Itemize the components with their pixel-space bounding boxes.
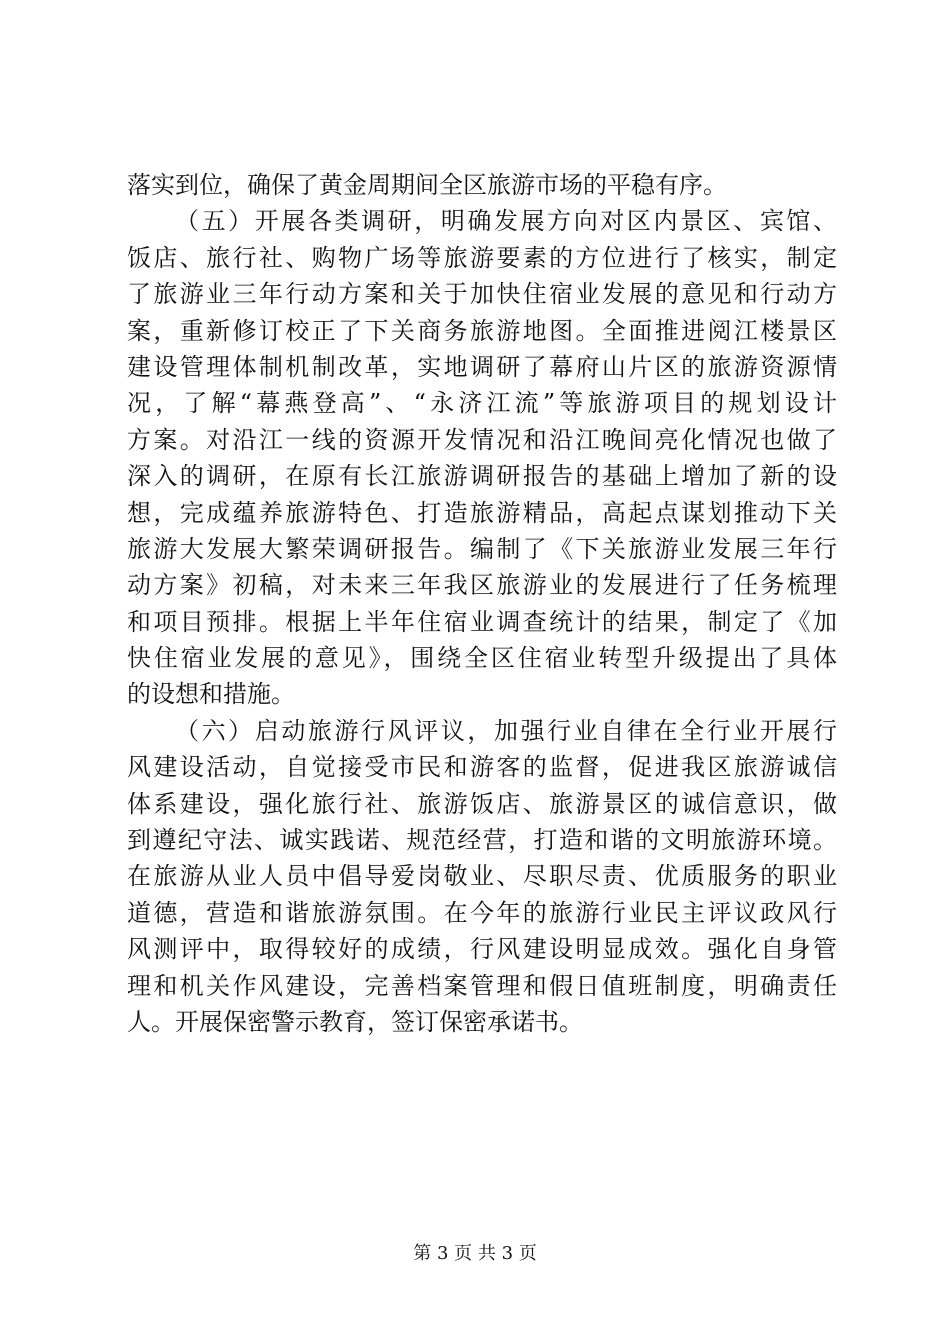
text-line: 人。开展保密警示教育，签订保密承诺书。 bbox=[127, 1007, 583, 1036]
text-line: 快住宿业发展的意见》，围绕全区住宿业转型升级提出了具体 bbox=[127, 644, 837, 673]
text-line: 了旅游业三年行动方案和关于加快住宿业发展的意见和行动方 bbox=[127, 280, 837, 309]
text-line: 在旅游从业人员中倡导爱岗敬业、尽职尽责、优质服务的职业 bbox=[127, 862, 837, 891]
text-line-paragraph-6-start: （六）启动旅游行风评议，加强行业自律在全行业开展行 bbox=[175, 716, 837, 745]
page-number-footer: 第 3 页 共 3 页 bbox=[413, 1243, 537, 1264]
text-line: 到遵纪守法、诚实践诺、规范经营，打造和谐的文明旅游环境。 bbox=[127, 826, 837, 855]
text-line: 建设管理体制机制改革，实地调研了幕府山片区的旅游资源情 bbox=[127, 352, 837, 381]
text-line: 饭店、旅行社、购物广场等旅游要素的方位进行了核实，制定 bbox=[127, 243, 837, 272]
text-line: 旅游大发展大繁荣调研报告。编制了《下关旅游业发展三年行 bbox=[127, 534, 837, 563]
text-line: 体系建设，强化旅行社、旅游饭店、旅游景区的诚信意识，做 bbox=[127, 789, 837, 818]
text-line: 风建设活动，自觉接受市民和游客的监督，促进我区旅游诚信 bbox=[127, 753, 837, 782]
text-line: 落实到位，确保了黄金周期间全区旅游市场的平稳有序。 bbox=[127, 171, 727, 199]
text-line: 况，了解“幕燕登高”、“永济江流”等旅游项目的规划设计 bbox=[127, 389, 837, 418]
text-line: 深入的调研，在原有长江旅游调研报告的基础上增加了新的设 bbox=[127, 462, 837, 491]
document-body bbox=[127, 167, 837, 1040]
text-line: 的设想和措施。 bbox=[127, 680, 295, 709]
text-line: 道德，营造和谐旅游氛围。在今年的旅游行业民主评议政风行 bbox=[127, 898, 837, 927]
text-line: 动方案》初稿，对未来三年我区旅游业的发展进行了任务梳理 bbox=[127, 571, 837, 600]
text-line: 案，重新修订校正了下关商务旅游地图。全面推进阅江楼景区 bbox=[127, 316, 837, 345]
text-line: 方案。对沿江一线的资源开发情况和沿江晚间亮化情况也做了 bbox=[127, 425, 837, 454]
text-line: 风测评中，取得较好的成绩，行风建设明显成效。强化自身管 bbox=[127, 935, 837, 964]
text-line-paragraph-5-start: （五）开展各类调研，明确发展方向对区内景区、宾馆、 bbox=[175, 207, 837, 236]
text-line: 想，完成蕴养旅游特色、打造旅游精品，高起点谋划推动下关 bbox=[127, 498, 837, 527]
text-line: 理和机关作风建设，完善档案管理和假日值班制度，明确责任 bbox=[127, 971, 837, 1000]
text-line: 和项目预排。根据上半年住宿业调查统计的结果，制定了《加 bbox=[127, 607, 837, 636]
